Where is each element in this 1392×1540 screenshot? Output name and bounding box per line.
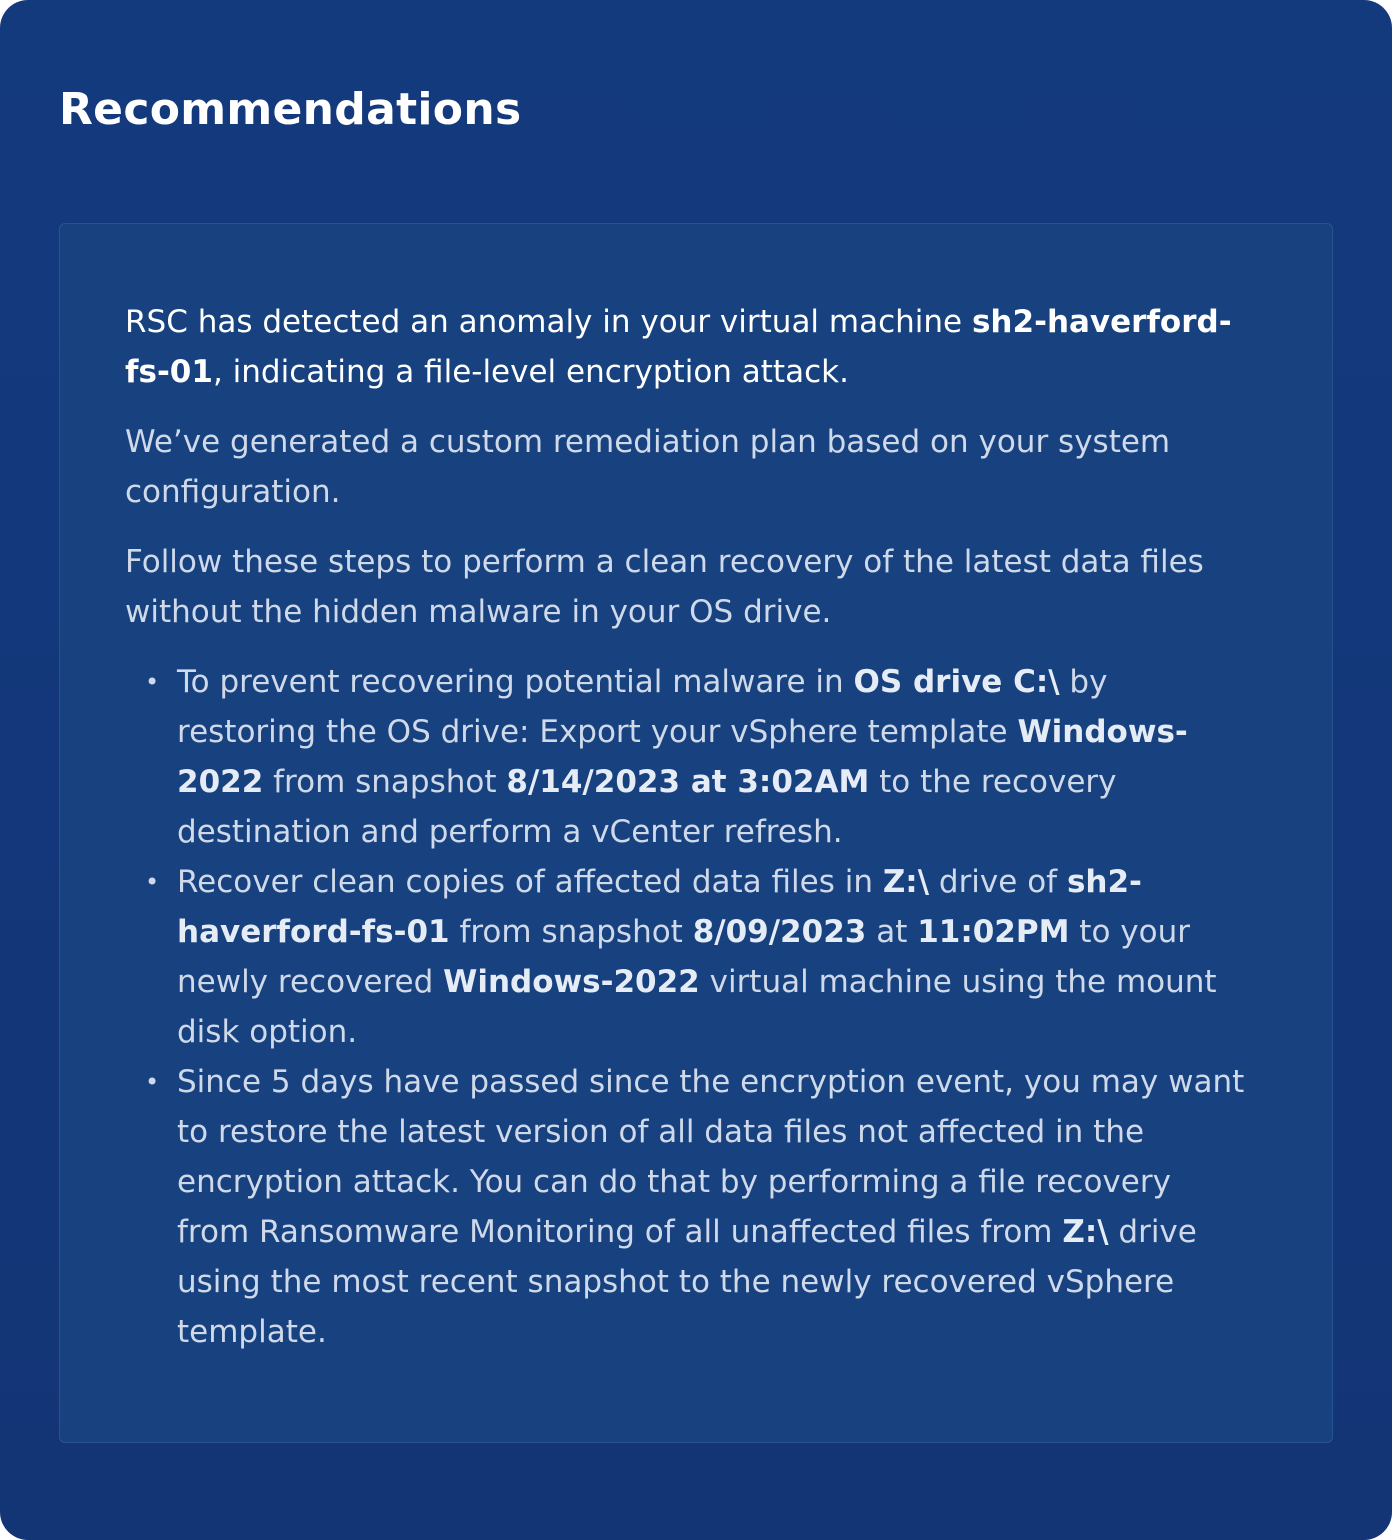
os-drive: OS drive C:\ — [853, 664, 1060, 700]
step-text: Since 5 days have passed since the encryption event, you may want to restore the latest version of all data files not affected in the encryption attack. You can do that by performing a file recovery from Ransomware Monitoring of all unaffected files from — [177, 1064, 1245, 1250]
step-item — [145, 657, 1245, 857]
vm-name: sh2-haverford-fs-01 — [125, 304, 1232, 390]
bullet-icon: • — [145, 868, 160, 896]
anomaly-text-end: , indicating a file-level encryption attack. — [212, 354, 849, 390]
step-text: To prevent recovering potential malware in — [177, 664, 854, 700]
step-text: drive of — [929, 864, 1067, 900]
data-drive: Z:\ — [1062, 1214, 1109, 1250]
step-text: to the recovery destination and perform a vCenter refresh. — [177, 764, 1117, 850]
step-text: to your newly recovered — [177, 914, 1190, 1000]
snapshot-time: 11:02PM — [917, 914, 1070, 950]
step-text: by restoring the OS drive: Export your vSphere template — [177, 664, 1108, 750]
step-text: at — [866, 914, 918, 950]
template-name: Windows-2022 — [443, 964, 700, 1000]
step-text: Recover clean copies of affected data files in — [177, 864, 883, 900]
card-title: Recommendations — [59, 84, 522, 135]
step-text: from snapshot — [449, 914, 693, 950]
step-item — [145, 857, 1245, 1057]
recommendation-panel — [59, 223, 1333, 1443]
template-name: Windows-2022 — [177, 714, 1188, 800]
data-drive: Z:\ — [882, 864, 930, 900]
step-text: drive using the most recent snapshot to the newly recovered vSphere template. — [177, 1214, 1197, 1350]
snapshot-time: 8/14/2023 at 3:02AM — [506, 764, 870, 800]
bullet-icon: • — [145, 668, 160, 696]
recommendation-content — [125, 297, 1245, 1357]
anomaly-text: RSC has detected an anomaly in your virtual machine — [125, 304, 972, 340]
bullet-icon: • — [145, 1068, 160, 1096]
snapshot-date: 8/09/2023 — [692, 914, 867, 950]
steps-intro: Follow these steps to perform a clean recovery of the latest data files without the hidden malware in your OS drive. — [125, 544, 1204, 630]
remediation-steps — [125, 657, 1245, 1357]
plan-description: We’ve generated a custom remediation plan based on your system configuration. — [125, 424, 1171, 510]
step-item — [145, 1057, 1245, 1357]
step-text: from snapshot — [263, 764, 507, 800]
step-text: virtual machine using the mount disk option. — [177, 964, 1217, 1050]
anomaly-summary — [125, 297, 1245, 397]
vm-name: sh2-haverford-fs-01 — [177, 864, 1142, 950]
